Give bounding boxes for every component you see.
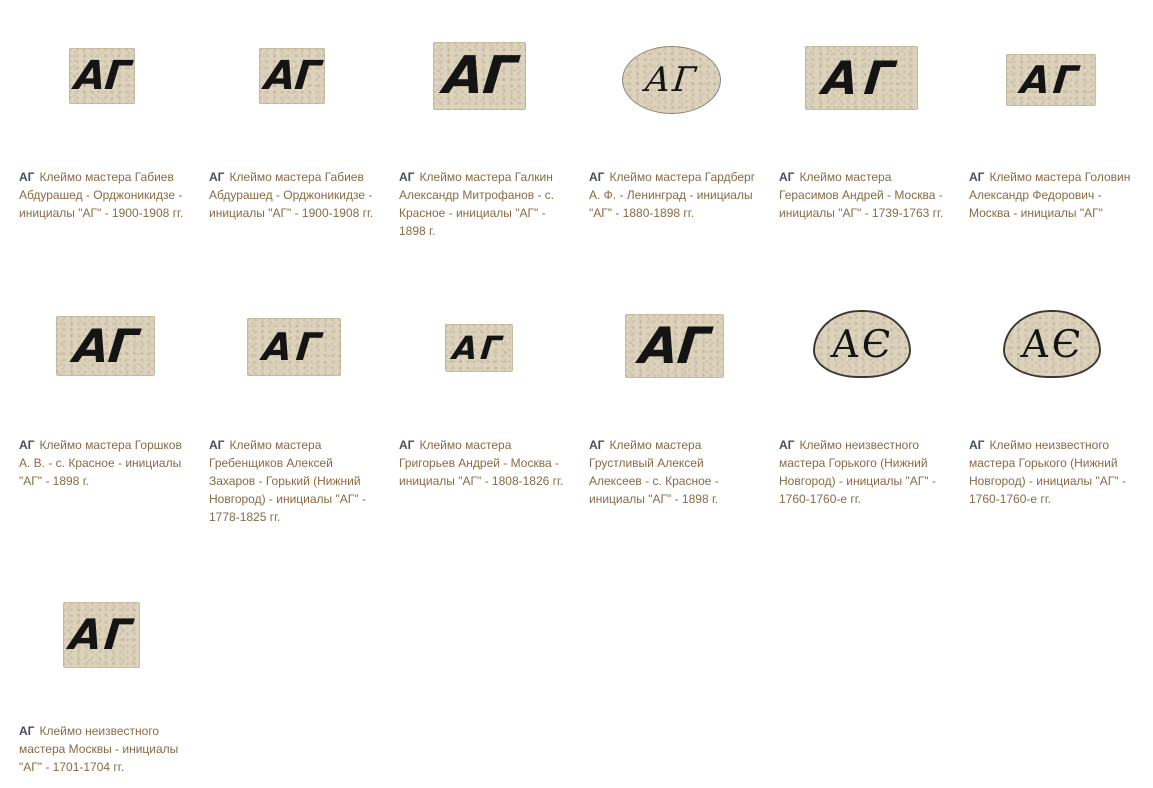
stamp-thumbnail[interactable] bbox=[19, 562, 191, 702]
stamp-description-link[interactable]: Клеймо мастера Габиев Абдурашед - Орджоникидзе - инициалы "АГ" - 1900-1908 гг. bbox=[209, 170, 374, 220]
stamp-description-link[interactable]: Клеймо мастера Гребенщиков Алексей Захаров - Горький (Нижний Новгород) - инициалы "АГ" - 1778-1825 гг. bbox=[209, 438, 366, 524]
stamp-mark: АГ bbox=[637, 317, 712, 375]
stamp-card[interactable] bbox=[399, 8, 571, 240]
stamp-image[interactable] bbox=[433, 42, 526, 110]
stamp-thumbnail[interactable] bbox=[19, 276, 191, 416]
stamp-thumbnail[interactable] bbox=[589, 8, 761, 148]
stamp-description-link[interactable]: Клеймо мастера Грустливый Алексей Алексеев - с. Красное - инициалы "АГ" - 1898 г. bbox=[589, 438, 719, 506]
stamp-mark: АЄ bbox=[828, 322, 896, 366]
stamp-description-link[interactable]: Клеймо неизвестного мастера Горького (Нижний Новгород) - инициалы "АГ" - 1760-1760-е гг. bbox=[779, 438, 936, 506]
stamp-mark: АГ bbox=[440, 46, 519, 106]
stamp-code-link[interactable]: АГ bbox=[399, 170, 415, 184]
stamp-code-link[interactable]: АГ bbox=[19, 170, 35, 184]
stamp-description-link[interactable]: Клеймо мастера Горшков А. В. - с. Красное - инициалы "АГ" - 1898 г. bbox=[19, 438, 182, 488]
stamp-image[interactable] bbox=[259, 48, 325, 104]
stamp-card[interactable] bbox=[969, 8, 1141, 222]
stamp-mark: АЄ bbox=[1018, 322, 1086, 366]
stamp-image[interactable] bbox=[625, 314, 724, 378]
stamp-card[interactable] bbox=[19, 276, 191, 490]
stamp-thumbnail[interactable] bbox=[399, 8, 571, 148]
stamp-caption bbox=[779, 168, 951, 222]
stamp-thumbnail[interactable] bbox=[19, 8, 191, 148]
stamp-mark: АГ bbox=[451, 329, 507, 367]
stamp-code-link[interactable]: АГ bbox=[589, 170, 605, 184]
stamp-card[interactable] bbox=[589, 276, 761, 508]
stamp-mark: АГ bbox=[820, 51, 903, 105]
stamp-caption bbox=[969, 168, 1141, 222]
stamp-code-link[interactable]: АГ bbox=[969, 170, 985, 184]
stamp-thumbnail[interactable] bbox=[969, 8, 1141, 148]
stamp-mark: АГ bbox=[72, 53, 132, 99]
stamp-caption bbox=[19, 168, 191, 222]
stamp-card[interactable] bbox=[19, 8, 191, 222]
stamp-description-link[interactable]: Клеймо мастера Гардберг А. Ф. - Ленинград - инициалы "АГ" - 1880-1898 гг. bbox=[589, 170, 756, 220]
stamp-caption bbox=[19, 436, 191, 490]
stamp-code-link[interactable]: АГ bbox=[779, 438, 795, 452]
stamp-thumbnail[interactable] bbox=[399, 276, 571, 416]
stamp-image[interactable] bbox=[56, 316, 155, 376]
stamp-thumbnail[interactable] bbox=[209, 276, 381, 416]
stamp-description-link[interactable]: Клеймо мастера Галкин Александр Митрофанов - с. Красное - инициалы "АГ" - 1898 г. bbox=[399, 170, 555, 238]
stamp-description-link[interactable]: Клеймо неизвестного мастера Горького (Нижний Новгород) - инициалы "АГ" - 1760-1760-е гг. bbox=[969, 438, 1126, 506]
stamp-caption bbox=[589, 436, 761, 508]
stamp-caption bbox=[969, 436, 1141, 508]
stamp-code-link[interactable]: АГ bbox=[209, 438, 225, 452]
stamp-code-link[interactable]: АГ bbox=[19, 438, 35, 452]
stamp-image[interactable] bbox=[805, 46, 918, 110]
stamp-description-link[interactable]: Клеймо мастера Герасимов Андрей - Москва - инициалы "АГ" - 1739-1763 гг. bbox=[779, 170, 944, 220]
stamp-image[interactable] bbox=[63, 602, 140, 668]
stamp-code-link[interactable]: АГ bbox=[19, 724, 35, 738]
stamp-mark: АГ bbox=[71, 319, 140, 373]
stamp-thumbnail[interactable] bbox=[779, 8, 951, 148]
stamp-card[interactable] bbox=[969, 276, 1141, 508]
stamp-card[interactable] bbox=[209, 276, 381, 526]
stamp-card[interactable] bbox=[779, 276, 951, 508]
stamp-card[interactable] bbox=[399, 276, 571, 490]
stamp-mark: АГ bbox=[260, 325, 328, 369]
stamp-caption bbox=[779, 436, 951, 508]
stamp-caption bbox=[19, 722, 191, 776]
stamp-description-link[interactable]: Клеймо мастера Григорьев Андрей - Москва - инициалы "АГ" - 1808-1826 гг. bbox=[399, 438, 564, 488]
stamp-image[interactable] bbox=[69, 48, 135, 104]
stamp-mark: АГ bbox=[1018, 58, 1084, 102]
stamp-thumbnail[interactable] bbox=[209, 8, 381, 148]
stamp-card[interactable] bbox=[19, 562, 191, 776]
stamp-image[interactable] bbox=[247, 318, 341, 376]
stamp-code-link[interactable]: АГ bbox=[969, 438, 985, 452]
stamp-caption bbox=[589, 168, 761, 222]
stamp-caption bbox=[399, 168, 571, 240]
stamp-card[interactable] bbox=[589, 8, 761, 222]
stamp-thumbnail[interactable] bbox=[969, 276, 1141, 416]
stamp-image[interactable] bbox=[1006, 54, 1096, 106]
stamp-thumbnail[interactable] bbox=[779, 276, 951, 416]
stamp-image[interactable] bbox=[445, 324, 513, 372]
stamp-description-link[interactable]: Клеймо мастера Головин Александр Федорович - Москва - инициалы "АГ" bbox=[969, 170, 1131, 220]
stamp-mark: АГ bbox=[262, 53, 322, 99]
stamp-code-link[interactable]: АГ bbox=[589, 438, 605, 452]
stamp-caption bbox=[399, 436, 571, 490]
stamp-card[interactable] bbox=[209, 8, 381, 222]
stamp-card[interactable] bbox=[779, 8, 951, 222]
stamp-description-link[interactable]: Клеймо неизвестного мастера Москвы - инициалы "АГ" - 1701-1704 гг. bbox=[19, 724, 179, 774]
stamp-mark: АГ bbox=[643, 60, 700, 100]
stamp-image[interactable] bbox=[622, 46, 721, 114]
stamp-mark: АГ bbox=[67, 610, 136, 659]
stamp-code-link[interactable]: АГ bbox=[209, 170, 225, 184]
stamp-description-link[interactable]: Клеймо мастера Габиев Абдурашед - Орджоникидзе - инициалы "АГ" - 1900-1908 гг. bbox=[19, 170, 184, 220]
stamp-image[interactable] bbox=[813, 310, 911, 378]
stamp-thumbnail[interactable] bbox=[589, 276, 761, 416]
stamp-image[interactable] bbox=[1003, 310, 1101, 378]
stamp-code-link[interactable]: АГ bbox=[399, 438, 415, 452]
stamp-code-link[interactable]: АГ bbox=[779, 170, 795, 184]
stamp-caption bbox=[209, 436, 381, 526]
stamp-caption bbox=[209, 168, 381, 222]
